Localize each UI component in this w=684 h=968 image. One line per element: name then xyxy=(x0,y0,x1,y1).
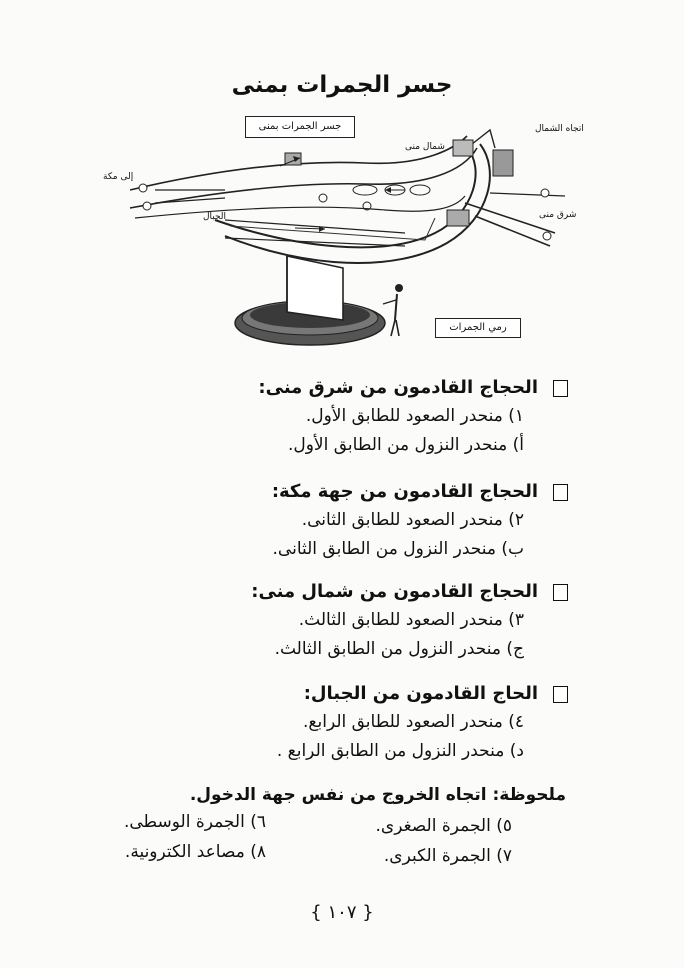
section-mountains xyxy=(277,680,538,766)
label-north-mina: شمال منى xyxy=(405,142,445,152)
legend-item-7: ٧) الجمرة الكبرى. xyxy=(383,846,512,866)
list-item: ٤) منحدر الصعود للطابق الرابع. xyxy=(303,712,524,732)
checkbox-icon xyxy=(553,686,568,703)
jamarat-bridge-diagram xyxy=(95,108,595,353)
section-heading: الحجاج القادمون من جهة مكة: xyxy=(272,478,538,506)
checkbox-icon xyxy=(553,584,568,601)
list-item: أ) منحدر النزول من الطابق الأول. xyxy=(287,435,524,455)
list-item: ١) منحدر الصعود للطابق الأول. xyxy=(305,406,524,426)
checkbox-icon xyxy=(553,380,568,397)
list-item: ج) منحدر النزول من الطابق الثالث. xyxy=(274,639,524,659)
label-mountains: الجبال xyxy=(203,212,227,222)
section-heading: الحاج القادمون من الجبال: xyxy=(277,680,538,708)
diagram-box-top: جسر الجمرات بمنى xyxy=(245,116,355,138)
checkbox-icon xyxy=(553,484,568,501)
section-heading: الحجاج القادمون من شرق منى: xyxy=(258,374,538,402)
diagram-drawing xyxy=(95,108,595,353)
list-item: ٣) منحدر الصعود للطابق الثالث. xyxy=(298,610,524,630)
label-east-mina: شرق منى xyxy=(539,210,577,220)
section-north-mina xyxy=(251,578,538,664)
section-makkah xyxy=(272,478,538,564)
legend-item-8: ٨) مصاعد الكترونية. xyxy=(124,842,266,862)
page-title: جسر الجمرات بمنى xyxy=(231,72,453,98)
page-number: { ١٠٧ } xyxy=(310,902,374,923)
section-east-mina xyxy=(258,374,538,460)
list-item: ٢) منحدر الصعود للطابق الثانى. xyxy=(301,510,524,530)
label-north-direction: اتجاه الشمال xyxy=(535,124,584,134)
list-item: د) منحدر النزول من الطابق الرابع . xyxy=(276,741,524,761)
list-item: ب) منحدر النزول من الطابق الثانى. xyxy=(272,539,524,559)
note: ملحوظة: اتجاه الخروج من نفس جهة الدخول. xyxy=(189,785,566,805)
legend-item-5: ٥) الجمرة الصغرى. xyxy=(375,816,512,836)
section-heading: الحجاج القادمون من شمال منى: xyxy=(251,578,538,606)
legend-item-6: ٦) الجمرة الوسطى. xyxy=(123,812,266,832)
diagram-box-bottom: رمي الجمرات xyxy=(435,318,521,338)
label-to-makkah: إلى مكة xyxy=(103,172,134,182)
